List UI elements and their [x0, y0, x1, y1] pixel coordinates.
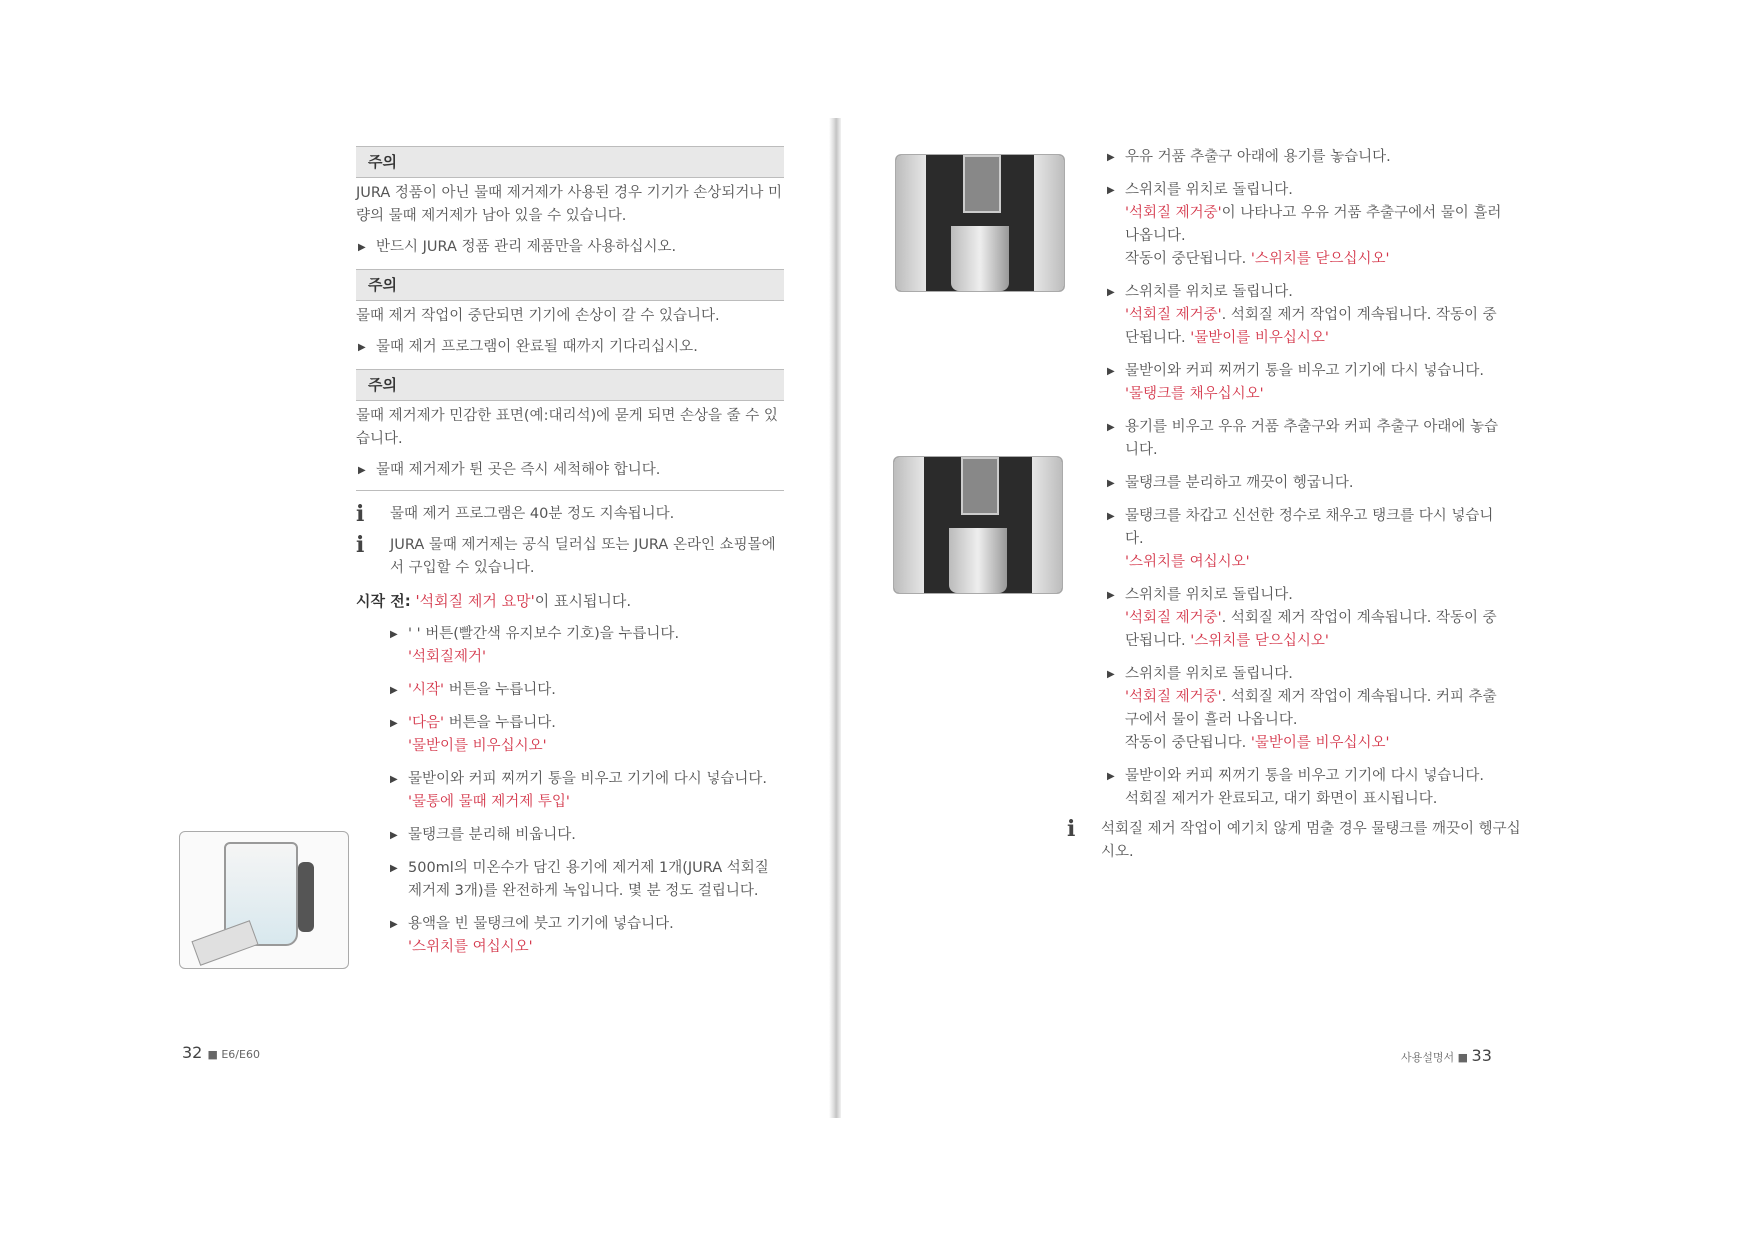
step-text: 스위치를 위치로 돌립니다.	[1125, 587, 1293, 603]
step-message: '물통에 물때 제거제 투입'	[408, 794, 570, 810]
step-text: 500ml의 미온수가 담긴 용기에 제거제 1개(JURA 석회질 제거제 3개)를 완전하게 녹입니다. 몇 분 정도 걸립니다.	[408, 860, 769, 899]
caution-bullet-text: 물때 제거 프로그램이 완료될 때까지 기다리십시오.	[376, 339, 698, 355]
step-message: '석회질제거'	[408, 649, 487, 665]
precondition-rest: 이 표시됩니다.	[534, 592, 632, 610]
triangle-bullet-icon: ▶	[1107, 771, 1115, 782]
info-icon: i	[356, 501, 365, 527]
caution-text: 물때 제거 작업이 중단되면 기기에 손상이 갈 수 있습니다.	[356, 308, 720, 324]
step-item	[1107, 416, 1507, 462]
step-text: 스위치를 위치로 돌립니다.	[1125, 182, 1293, 198]
triangle-bullet-icon: ▶	[1107, 511, 1115, 522]
step-item	[1107, 584, 1507, 653]
triangle-bullet-icon: ▶	[1107, 590, 1115, 601]
step-message: '스위치를 닫으십시오'	[1190, 633, 1329, 649]
step-text: 우유 거품 추출구 아래에 용기를 놓습니다.	[1125, 149, 1391, 165]
step-message: '석회질 제거중'	[1125, 307, 1222, 323]
step-item	[390, 712, 784, 758]
triangle-bullet-icon: ▶	[1107, 366, 1115, 377]
page-footer-left: 32 ■ E6/E60	[182, 1043, 260, 1062]
step-text: ' ' 버튼(빨간색 유지보수 기호)을 누릅니다.	[408, 626, 680, 642]
caution-text: 물때 제거제가 민감한 표면(예:대리석)에 묻게 되면 손상을 줄 수 있습니다.	[356, 408, 778, 447]
step-message: '물받이를 비우십시오'	[1190, 330, 1329, 346]
step-key: '시작'	[408, 682, 444, 698]
triangle-bullet-icon: ▶	[390, 629, 398, 640]
step-message: '석회질 제거중'	[1125, 689, 1222, 705]
step-detail: 이 나타나고 우유 거품 추출구에서 물이 흘러나옵니다.	[1125, 205, 1502, 244]
machine-photo-bottom	[893, 456, 1063, 594]
caution-title: 주의	[356, 369, 784, 401]
info-note	[1067, 818, 1531, 864]
step-text: 물탱크를 분리하고 깨끗이 헹굽니다.	[1125, 475, 1354, 491]
manual-label: 사용설명서	[1401, 1051, 1455, 1064]
step-result: 석회질 제거가 완료되고, 대기 화면이 표시됩니다.	[1125, 791, 1438, 807]
step-text: 용기를 비우고 우유 거품 추출구와 커피 추출구 아래에 놓습니다.	[1125, 419, 1499, 458]
caution-title: 주의	[356, 146, 784, 178]
step-item	[1107, 505, 1507, 574]
precondition	[356, 590, 784, 613]
step-message: '스위치를 여십시오'	[1125, 554, 1250, 570]
step-item	[1107, 472, 1507, 495]
left-page	[0, 0, 830, 1239]
triangle-bullet-icon: ▶	[1107, 185, 1115, 196]
measuring-jug-illustration	[179, 831, 349, 969]
jug-handle-icon	[298, 862, 314, 932]
step-item	[390, 679, 784, 702]
step-item	[1107, 360, 1507, 406]
page-number: 33	[1471, 1046, 1492, 1065]
triangle-bullet-icon: ▶	[358, 342, 366, 353]
page-number: 32	[182, 1043, 203, 1062]
triangle-bullet-icon: ▶	[358, 465, 366, 476]
triangle-bullet-icon: ▶	[390, 718, 398, 729]
step-text: 스위치를 위치로 돌립니다.	[1125, 666, 1293, 682]
step-message: '물받이를 비우십시오'	[1250, 735, 1390, 751]
caution-title: 주의	[356, 269, 784, 301]
step-item	[1107, 281, 1507, 350]
right-page	[845, 0, 1752, 1239]
step-message: '석회질 제거중'	[1125, 205, 1222, 221]
step-item	[1107, 179, 1507, 271]
step-message: '물탱크를 채우십시오'	[1125, 386, 1264, 402]
step-item	[1107, 765, 1507, 811]
book-gutter	[829, 118, 841, 1118]
step-message: '석회질 제거중'	[1125, 610, 1222, 626]
page-footer-right: 사용설명서 ■ 33	[1401, 1046, 1492, 1065]
triangle-bullet-icon: ▶	[390, 685, 398, 696]
step-text: 물받이와 커피 찌꺼기 통을 비우고 기기에 다시 넣습니다.	[1125, 363, 1485, 379]
step-key: '다음'	[408, 715, 444, 731]
info-icon: i	[1067, 816, 1076, 842]
info-text: 석회질 제거 작업이 예기치 않게 멈출 경우 물탱크를 깨끗이 헹구십시오.	[1101, 821, 1521, 860]
step-item	[390, 623, 784, 669]
step-stop: 작동이 중단됩니다.	[1125, 251, 1247, 267]
model-name: E6/E60	[221, 1048, 260, 1061]
step-text: 버튼을 누릅니다.	[444, 682, 556, 698]
left-column	[356, 146, 784, 969]
step-text: 물탱크를 분리해 비웁니다.	[408, 827, 576, 843]
step-detail: . 석회질 제거 작업이 계속됩니다. 작동이 중단됩니다.	[1125, 610, 1497, 649]
step-list	[390, 623, 784, 959]
step-item	[390, 768, 784, 814]
caution-block-2	[356, 269, 784, 359]
triangle-bullet-icon: ▶	[358, 242, 366, 253]
triangle-bullet-icon: ▶	[1107, 478, 1115, 489]
caution-bullet	[356, 236, 784, 259]
info-note	[356, 534, 784, 580]
caution-block-3	[356, 369, 784, 491]
step-text: 물탱크를 차갑고 신선한 정수로 채우고 탱크를 다시 넣습니다.	[1125, 508, 1494, 547]
step-item	[390, 824, 784, 847]
step-text: 버튼을 누릅니다.	[444, 715, 556, 731]
step-text: 스위치를 위치로 돌립니다.	[1125, 284, 1293, 300]
caution-bullet-text: 반드시 JURA 정품 관리 제품만을 사용하십시오.	[376, 239, 677, 255]
triangle-bullet-icon: ▶	[1107, 669, 1115, 680]
info-note	[356, 503, 784, 526]
info-text: 물때 제거 프로그램은 40분 정도 지속됩니다.	[390, 506, 675, 522]
step-item	[1107, 146, 1507, 169]
step-detail: . 석회질 제거 작업이 계속됩니다. 작동이 중단됩니다.	[1125, 307, 1497, 346]
triangle-bullet-icon: ▶	[390, 830, 398, 841]
triangle-bullet-icon: ▶	[1107, 287, 1115, 298]
precondition-label: 시작 전:	[356, 592, 411, 610]
step-stop: 작동이 중단됩니다.	[1125, 735, 1247, 751]
step-message: '스위치를 여십시오'	[408, 939, 533, 955]
step-item	[390, 913, 784, 959]
step-text: 물받이와 커피 찌꺼기 통을 비우고 기기에 다시 넣습니다.	[408, 771, 768, 787]
step-message: '물받이를 비우십시오'	[408, 738, 547, 754]
step-text: 용액을 빈 물탱크에 붓고 기기에 넣습니다.	[408, 916, 674, 932]
step-message: '스위치를 닫으십시오'	[1250, 251, 1390, 267]
machine-photo-top	[895, 154, 1065, 292]
info-text: JURA 물때 제거제는 공식 딜러십 또는 JURA 온라인 쇼핑몰에서 구입할 수 있습니다.	[390, 537, 776, 576]
step-item	[1107, 663, 1507, 755]
caution-bullet-text: 물때 제거제가 튄 곳은 즉시 세척해야 합니다.	[376, 462, 661, 478]
info-icon: i	[356, 532, 365, 558]
triangle-bullet-icon: ▶	[390, 919, 398, 930]
step-detail: . 석회질 제거 작업이 계속됩니다. 커피 추출구에서 물이 흘러 나옵니다.	[1125, 689, 1497, 728]
triangle-bullet-icon: ▶	[1107, 422, 1115, 433]
caution-bullet	[356, 336, 784, 359]
step-text: 물받이와 커피 찌꺼기 통을 비우고 기기에 다시 넣습니다.	[1125, 768, 1485, 784]
triangle-bullet-icon: ▶	[390, 774, 398, 785]
triangle-bullet-icon: ▶	[1107, 152, 1115, 163]
step-item	[390, 857, 784, 903]
right-column	[1107, 146, 1507, 821]
caution-block-1	[356, 146, 784, 259]
precondition-message: '석회질 제거 요망'	[415, 592, 535, 610]
triangle-bullet-icon: ▶	[390, 863, 398, 874]
caution-text: JURA 정품이 아닌 물때 제거제가 사용된 경우 기기가 손상되거나 미량의 물때 제거제가 남아 있을 수 있습니다.	[356, 185, 782, 224]
caution-bullet	[356, 459, 784, 482]
